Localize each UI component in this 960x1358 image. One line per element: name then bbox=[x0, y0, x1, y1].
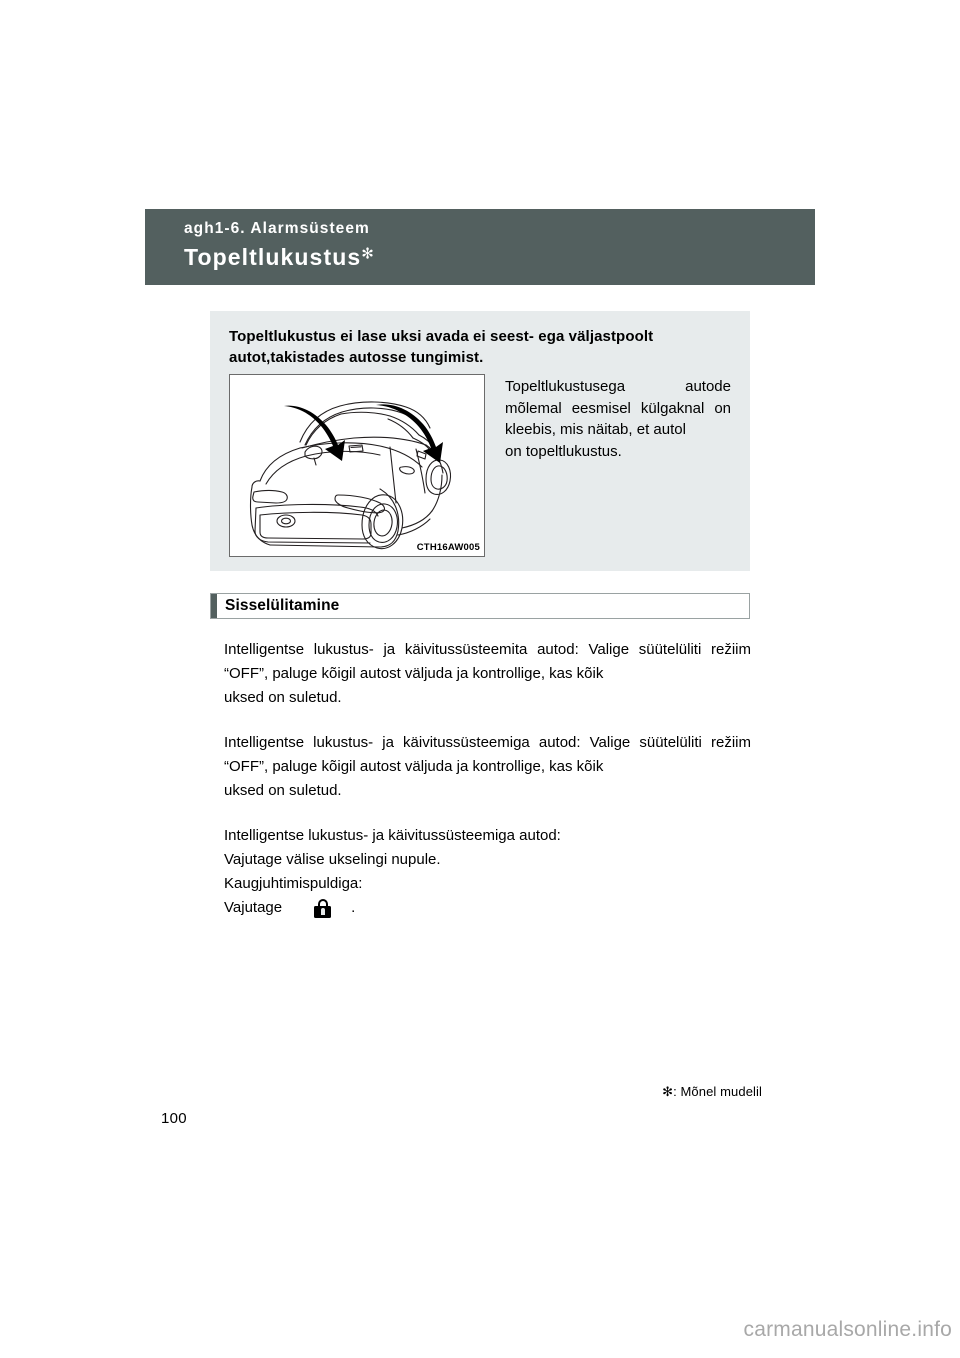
info-callout-box bbox=[210, 311, 750, 571]
section-heading bbox=[210, 593, 750, 619]
paragraph-line: Intelligentse lukustus- ja käivitussüsteemiga autod: Valige süütelüliti bbox=[224, 734, 702, 751]
page-title bbox=[184, 243, 815, 270]
instruction-line-4 bbox=[224, 896, 751, 920]
lock-keyhole bbox=[321, 908, 325, 915]
paragraph-with-smart-system bbox=[224, 731, 751, 803]
paragraph-line: uksed on suletud. bbox=[224, 689, 342, 706]
watermark: carmanualsonline.info bbox=[743, 1318, 952, 1341]
callout-description-line2: mõlemal eesmisel külgaknal bbox=[505, 399, 705, 417]
instructions-block bbox=[224, 824, 751, 920]
car-double-lock-illustration bbox=[230, 375, 484, 556]
callout-body bbox=[229, 374, 731, 571]
callout-lead-line1: Topeltlukustus ei lase uksi avada ei seest- ega väljastpoolt bbox=[229, 328, 654, 345]
footnote-asterisk: ✻ bbox=[662, 1084, 674, 1099]
callout-description bbox=[505, 376, 731, 462]
chapter-label: agh1-6. Alarmsüsteem bbox=[184, 220, 370, 237]
page-title-text: Topeltlukustus bbox=[184, 243, 362, 270]
section-heading-label: Sisselülitamine bbox=[225, 597, 340, 614]
page-header-bar bbox=[145, 209, 815, 285]
paragraph-line: režiim “OFF”, paluge kõigil autost väljuda ja kontrollige, kas kõik bbox=[224, 734, 751, 775]
callout-lead-line2: autot,takistades autosse tungimist. bbox=[229, 349, 484, 366]
figure-caption: CTH16AW005 bbox=[416, 542, 480, 553]
paragraph-without-smart-system bbox=[224, 638, 751, 710]
footnote-text: : Mõnel mudelil bbox=[673, 1084, 762, 1099]
paragraph-line: uksed on suletud. bbox=[224, 782, 342, 799]
paragraph-line: režiim “OFF”, paluge kõigil autost väljuda ja kontrollige, kas kõik bbox=[224, 641, 751, 682]
callout-description-line3: on kleebis, mis näitab, et autol bbox=[505, 399, 731, 438]
car-illustration-figure bbox=[229, 374, 485, 557]
section-body bbox=[224, 638, 751, 920]
page-number: 100 bbox=[161, 1110, 187, 1127]
instruction-line-1: Intelligentse lukustus- ja käivitussüsteemiga autod: bbox=[224, 827, 561, 844]
lock-icon bbox=[314, 899, 331, 918]
paragraph-line: Intelligentse lukustus- ja käivitussüsteemita autod: Valige süütelüliti bbox=[224, 641, 702, 658]
title-asterisk: ✻ bbox=[361, 245, 374, 263]
instruction-line-4-prefix: Vajutage bbox=[224, 899, 283, 916]
instruction-line-2: Vajutage välise ukselingi nupule. bbox=[224, 851, 441, 868]
footnote bbox=[0, 1084, 762, 1100]
callout-description-line4: on topeltlukustus. bbox=[505, 442, 622, 460]
instruction-line-4-suffix: . bbox=[351, 899, 356, 916]
callout-description-line1: Topeltlukustusega autode bbox=[505, 378, 731, 395]
callout-lead-text bbox=[229, 326, 731, 368]
instruction-line-3: Kaugjuhtimispuldiga: bbox=[224, 875, 363, 892]
